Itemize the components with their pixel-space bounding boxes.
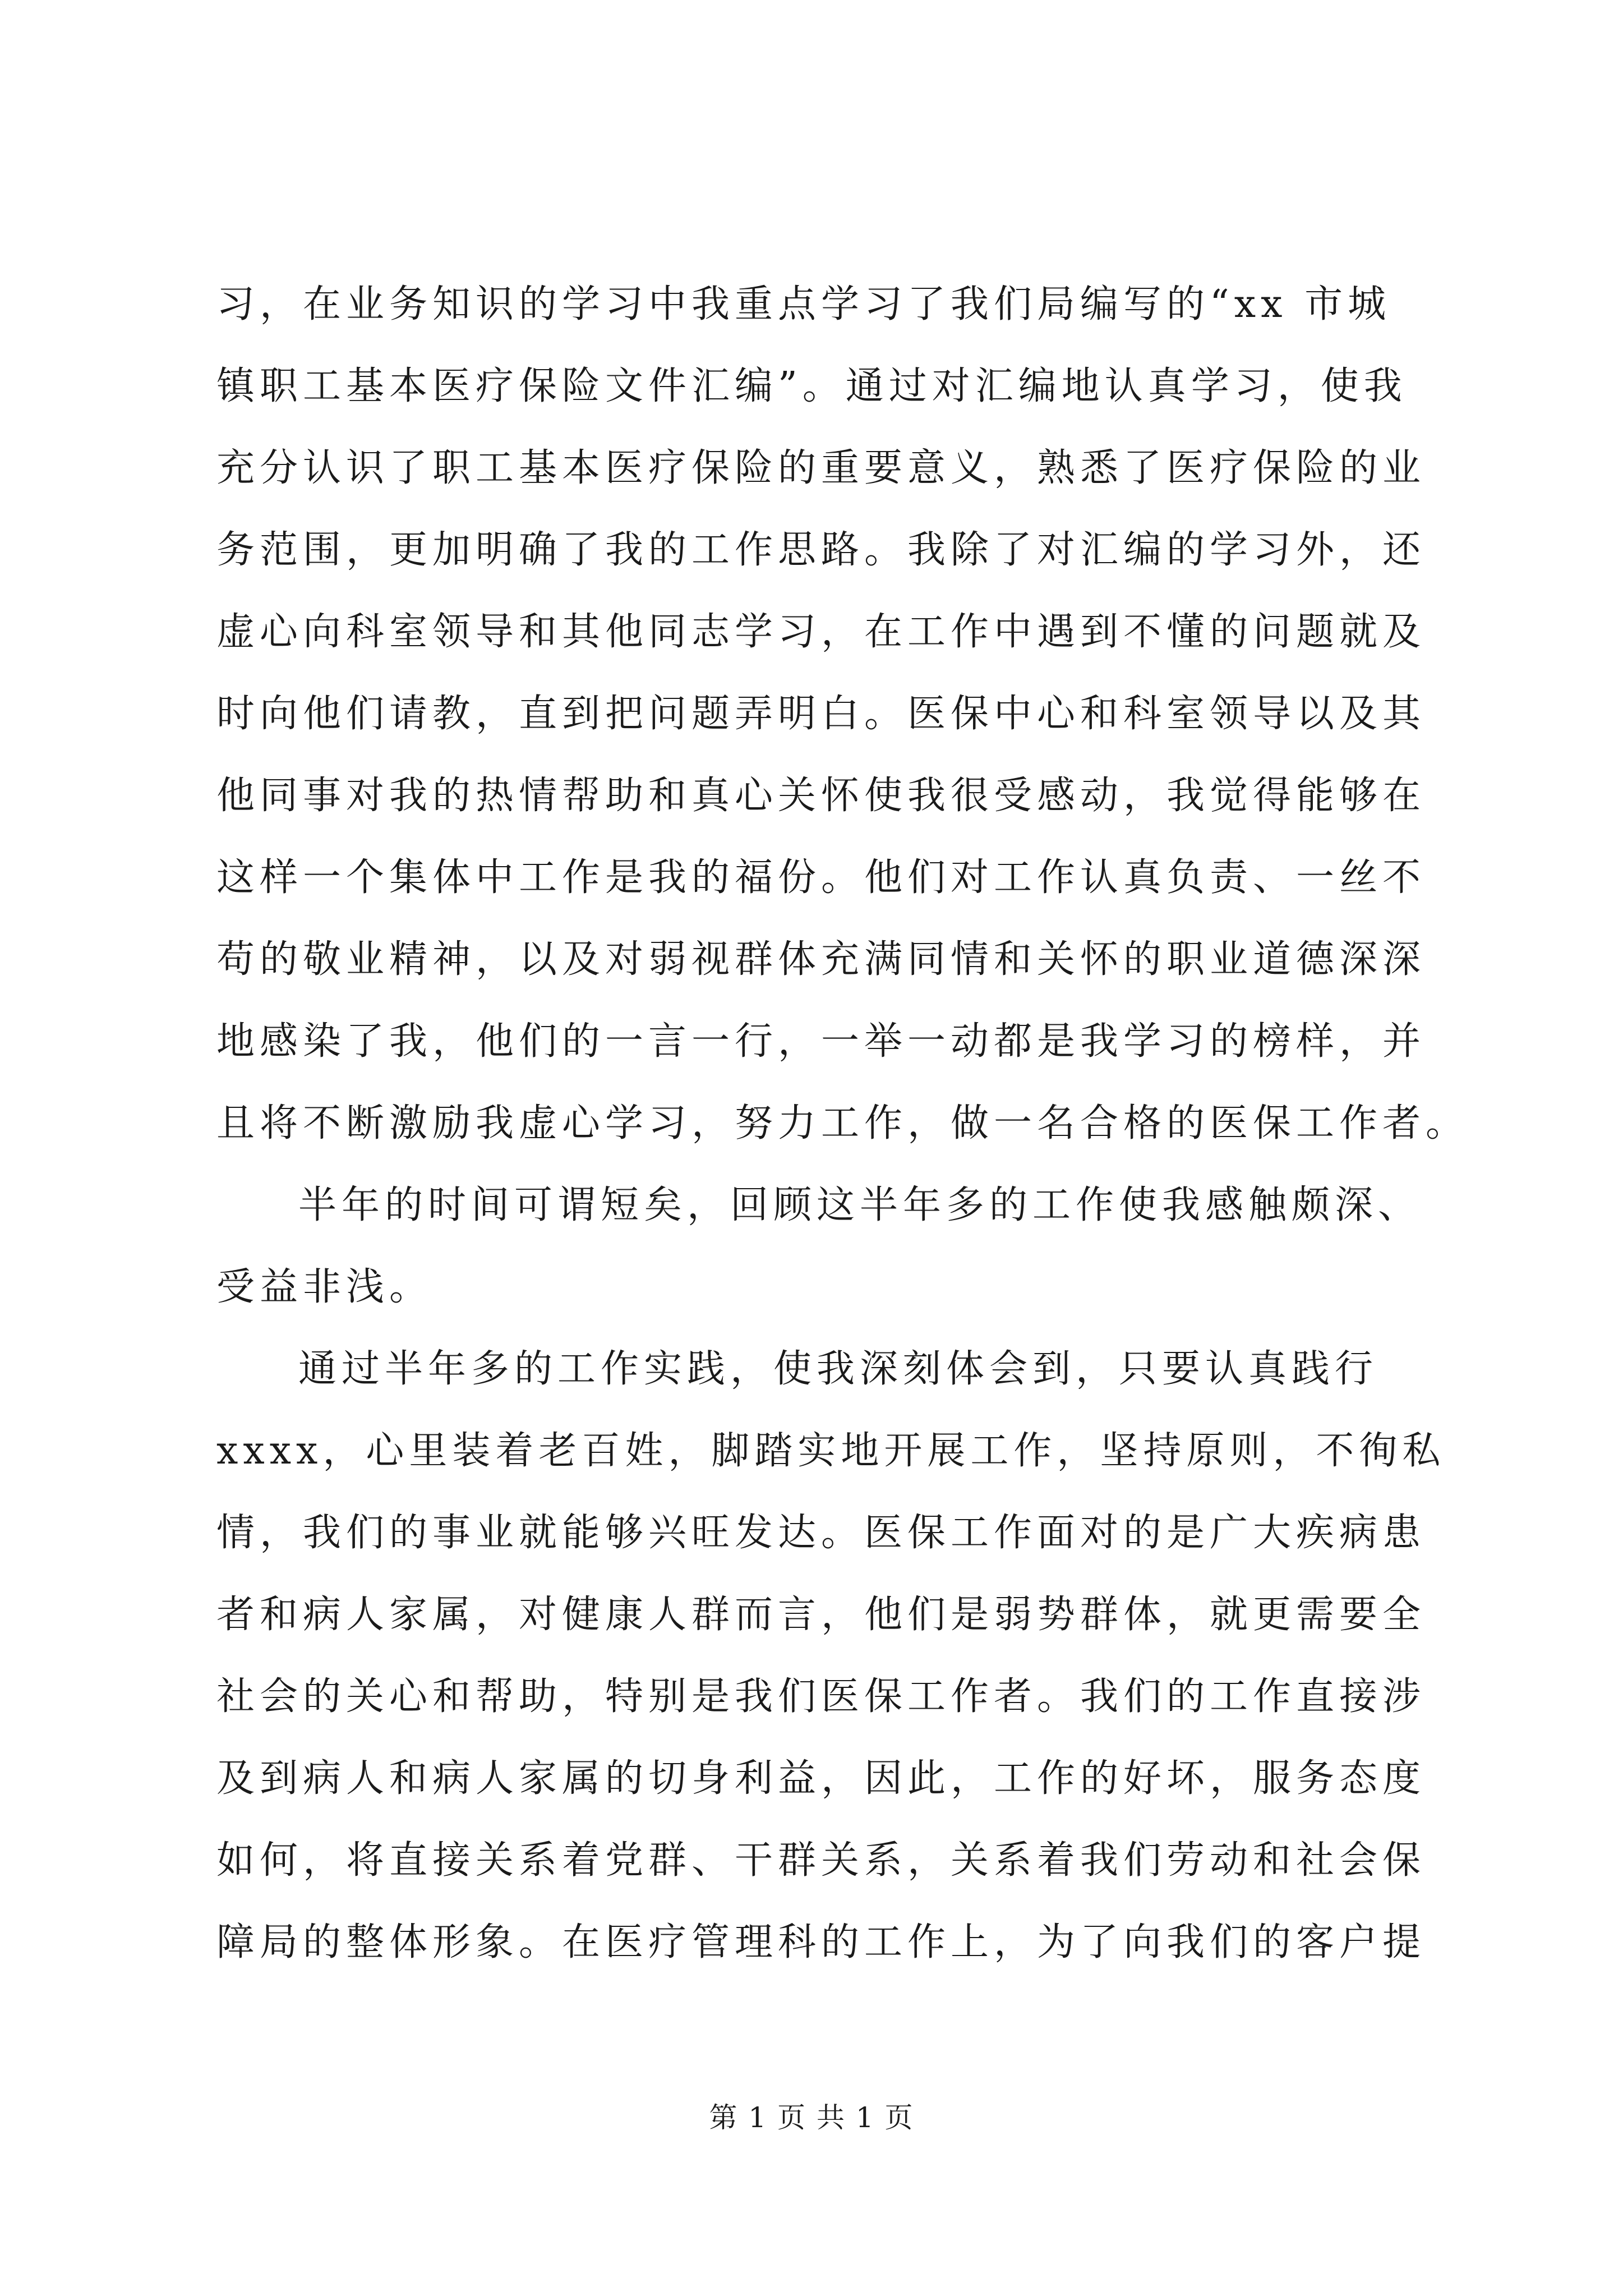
text-line: xxxx，心里装着老百姓，脚踏实地开展工作，坚持原则，不徇私 (216, 1429, 1446, 1473)
text-line: 者和病人家属，对健康人群而言，他们是弱势群体，就更需要全 (216, 1593, 1426, 1637)
text-line: 时向他们请教，直到把问题弄明白。医保中心和科室领导以及其 (216, 692, 1426, 736)
document-body (216, 264, 1469, 1984)
text-line: 如何，将直接关系着党群、干群关系，关系着我们劳动和社会保 (216, 1838, 1426, 1883)
text-line: 务范围，更加明确了我的工作思路。我除了对汇编的学习外，还 (216, 528, 1426, 572)
text-line: 且将不断激励我虚心学习，努力工作，做一名合格的医保工作者。 (216, 1101, 1469, 1145)
text-line: 社会的关心和帮助，特别是我们医保工作者。我们的工作直接涉 (216, 1674, 1426, 1719)
text-line: 这样一个集体中工作是我的福份。他们对工作认真负责、一丝不 (216, 855, 1426, 900)
text-line: 情，我们的事业就能够兴旺发达。医保工作面对的是广大疾病患 (216, 1511, 1426, 1555)
paragraph-first-line: 半年的时间可谓短矣，回顾这半年多的工作使我感触颇深、 (298, 1183, 1422, 1227)
text-line: 地感染了我，他们的一言一行，一举一动都是我学习的榜样，并 (216, 1019, 1426, 1064)
text-line: 习，在业务知识的学习中我重点学习了我们局编写的“xx 市城 (216, 282, 1391, 326)
text-line: 他同事对我的热情帮助和真心关怀使我很受感动，我觉得能够在 (216, 774, 1426, 818)
text-line: 镇职工基本医疗保险文件汇编”。通过对汇编地认真学习，使我 (216, 364, 1407, 408)
text-line: 苟的敬业精神，以及对弱视群体充满同情和关怀的职业道德深深 (216, 937, 1426, 982)
text-line: 受益非浅。 (216, 1265, 433, 1309)
text-line: 障局的整体形象。在医疗管理科的工作上，为了向我们的客户提 (216, 1920, 1426, 1964)
page-number-footer: 第 1 页 共 1 页 (709, 2101, 914, 2134)
text-line: 虚心向科室领导和其他同志学习，在工作中遇到不懂的问题就及 (216, 610, 1426, 654)
paragraph-first-line: 通过半年多的工作实践，使我深刻体会到，只要认真践行 (298, 1347, 1378, 1391)
text-line: 充分认识了职工基本医疗保险的重要意义，熟悉了医疗保险的业 (216, 446, 1426, 490)
text-line: 及到病人和病人家属的切身利益，因此，工作的好坏，服务态度 (216, 1756, 1426, 1801)
